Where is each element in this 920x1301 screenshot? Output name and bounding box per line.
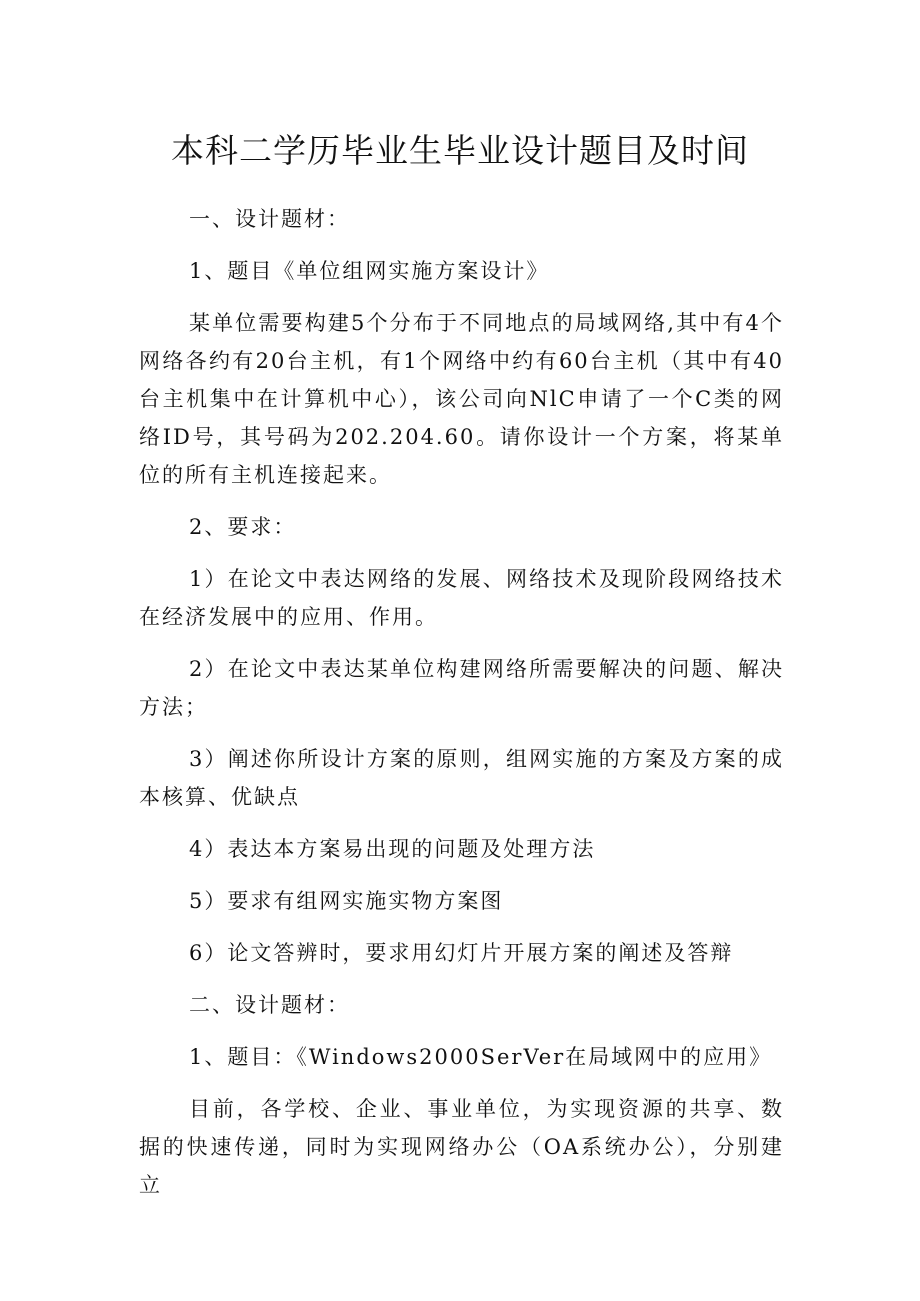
topic-description: 某单位需要构建5个分布于不同地点的局域网络,其中有4个网络各约有20台主机，有1个网络中约有60台主机（其中有40台主机集中在计算机中心），该公司向NlC申请了一个C类的网络ID号，其号码为202.204.60。请你设计一个方案，将某单位的所有主机连接起来。: [139, 311, 784, 487]
document-body: [139, 200, 784, 1204]
section-heading: 二、设计题材：: [189, 993, 350, 1017]
requirement-item: 2）在论文中表达某单位构建网络所需要解决的问题、解决方法；: [139, 657, 784, 719]
requirement-item: 1）在论文中表达网络的发展、网络技术及现阶段网络技术在经济发展中的应用、作用。: [139, 567, 784, 629]
requirement-item: 3）阐述你所设计方案的原则，组网实施的方案及方案的成本核算、优缺点: [139, 747, 784, 809]
topic-title: 1、题目《单位组网实施方案设计》: [189, 259, 550, 283]
requirement-item: 5）要求有组网实施实物方案图: [189, 889, 504, 913]
requirements-heading: 2、要求：: [189, 515, 297, 539]
topic-title: 1、题目：《Windows2000SerVer在局域网中的应用》: [189, 1045, 773, 1069]
requirement-item: 6）论文答辨时，要求用幻灯片开展方案的阐述及答辩: [189, 941, 734, 965]
requirement-item: 4）表达本方案易出现的问题及处理方法: [189, 837, 596, 861]
section-heading: 一、设计题材：: [189, 207, 350, 231]
document-title: 本科二学历毕业生毕业设计题目及时间: [171, 131, 749, 170]
topic-description: 目前，各学校、企业、事业单位，为实现资源的共享、数据的快速传递，同时为实现网络办公（OA系统办公），分别建立: [139, 1097, 784, 1197]
